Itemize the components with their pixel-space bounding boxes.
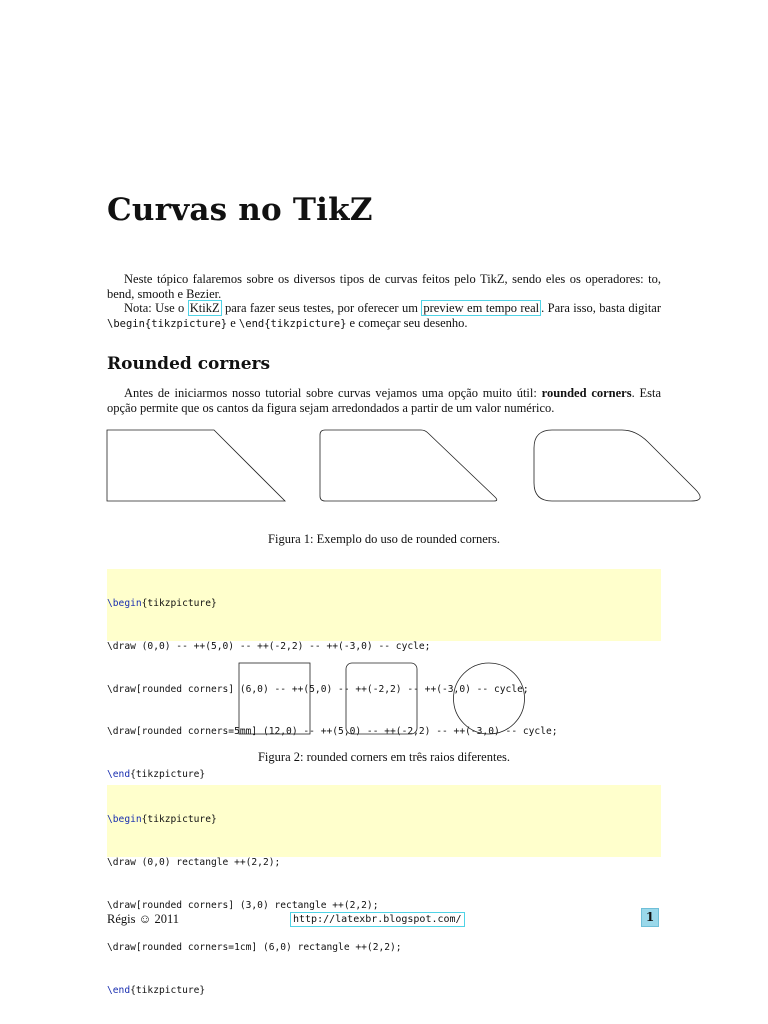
footer-author: [107, 912, 179, 927]
ktikz-link[interactable]: KtikZ: [189, 301, 220, 315]
intro-text-2b: para fazer seus testes, por oferecer um: [225, 301, 418, 315]
page-number[interactable]: 1: [641, 908, 659, 927]
smiley-icon: ☺: [138, 912, 152, 926]
code1-line-5: \end{tikzpicture}: [107, 768, 206, 780]
trapezoid-sharp: [107, 430, 285, 501]
section-text-bold: rounded corners: [541, 386, 632, 400]
figure-2: [0, 660, 768, 740]
preview-link[interactable]: preview em tempo real: [423, 301, 540, 315]
code2-line-2: \draw (0,0) rectangle ++(2,2);: [107, 857, 281, 868]
intro-text-1: Neste tópico falaremos sobre os diversos tipos de curvas feitos pelo TikZ, sendo eles os operadores: to, bend, smooth e Bezier.: [107, 272, 661, 301]
code2-line-5: \end{tikzpicture}: [107, 984, 206, 996]
figure-1-caption: Figura 1: Exemplo do uso de rounded corners.: [268, 532, 500, 546]
intro-text-2a: Nota: Use o: [124, 301, 185, 315]
author-name: Régis: [107, 912, 136, 926]
figure-2-caption: Figura 2: rounded corners em três raios diferentes.: [257, 750, 510, 764]
trapezoid-rounded-small: [320, 430, 497, 501]
intro-paragraph: [107, 272, 661, 331]
code1-line-3: \draw[rounded corners] (6,0) -- ++(5,0) -- ++(-2,2) -- ++(-3,0) -- cycle;: [107, 683, 529, 695]
section-title: Rounded corners: [107, 354, 271, 374]
intro-text-2c: . Para isso, basta digitar: [541, 301, 662, 315]
square-rounded: [346, 663, 417, 734]
section-paragraph: [107, 386, 661, 415]
code2-line-1: \begin{tikzpicture}: [107, 814, 217, 826]
footer-year: 2011: [154, 912, 180, 926]
page-title: Curvas no TikZ: [107, 192, 373, 228]
trapezoid-rounded-large: [534, 430, 700, 501]
code2-line-3: \draw[rounded corners] (3,0) rectangle ++(2,2);: [107, 899, 379, 911]
code2-line-4: \draw[rounded corners=1cm] (6,0) rectangle ++(2,2);: [107, 942, 402, 954]
code1-line-4: \draw[rounded corners=5mm] (12,0) -- ++(5,0) -- ++(-2,2) -- ++(-3,0) -- cycle;: [107, 726, 558, 738]
circle-fully-rounded: [454, 663, 525, 734]
inline-code-begin: \begin{tikzpicture}: [107, 317, 228, 330]
inline-code-end: \end{tikzpicture}: [238, 317, 347, 330]
code1-line-1: \begin{tikzpicture}: [107, 598, 217, 610]
figure-1: [0, 426, 768, 506]
intro-text-2d: e: [230, 315, 236, 330]
blog-url-link[interactable]: http://latexbr.blogspot.com/: [290, 912, 465, 927]
code1-line-2: \draw (0,0) -- ++(5,0) -- ++(-2,2) -- ++(-3,0) -- cycle;: [107, 641, 431, 652]
square-sharp: [239, 663, 310, 734]
section-text-a: Antes de iniciarmos nosso tutorial sobre curvas vejamos uma opção muito útil:: [124, 386, 537, 400]
section-text-b: . Esta opção permite que os cantos da figura sejam arredondados a partir de um valor numérico.: [107, 386, 662, 415]
intro-text-2e: e começar seu desenho.: [349, 315, 468, 330]
